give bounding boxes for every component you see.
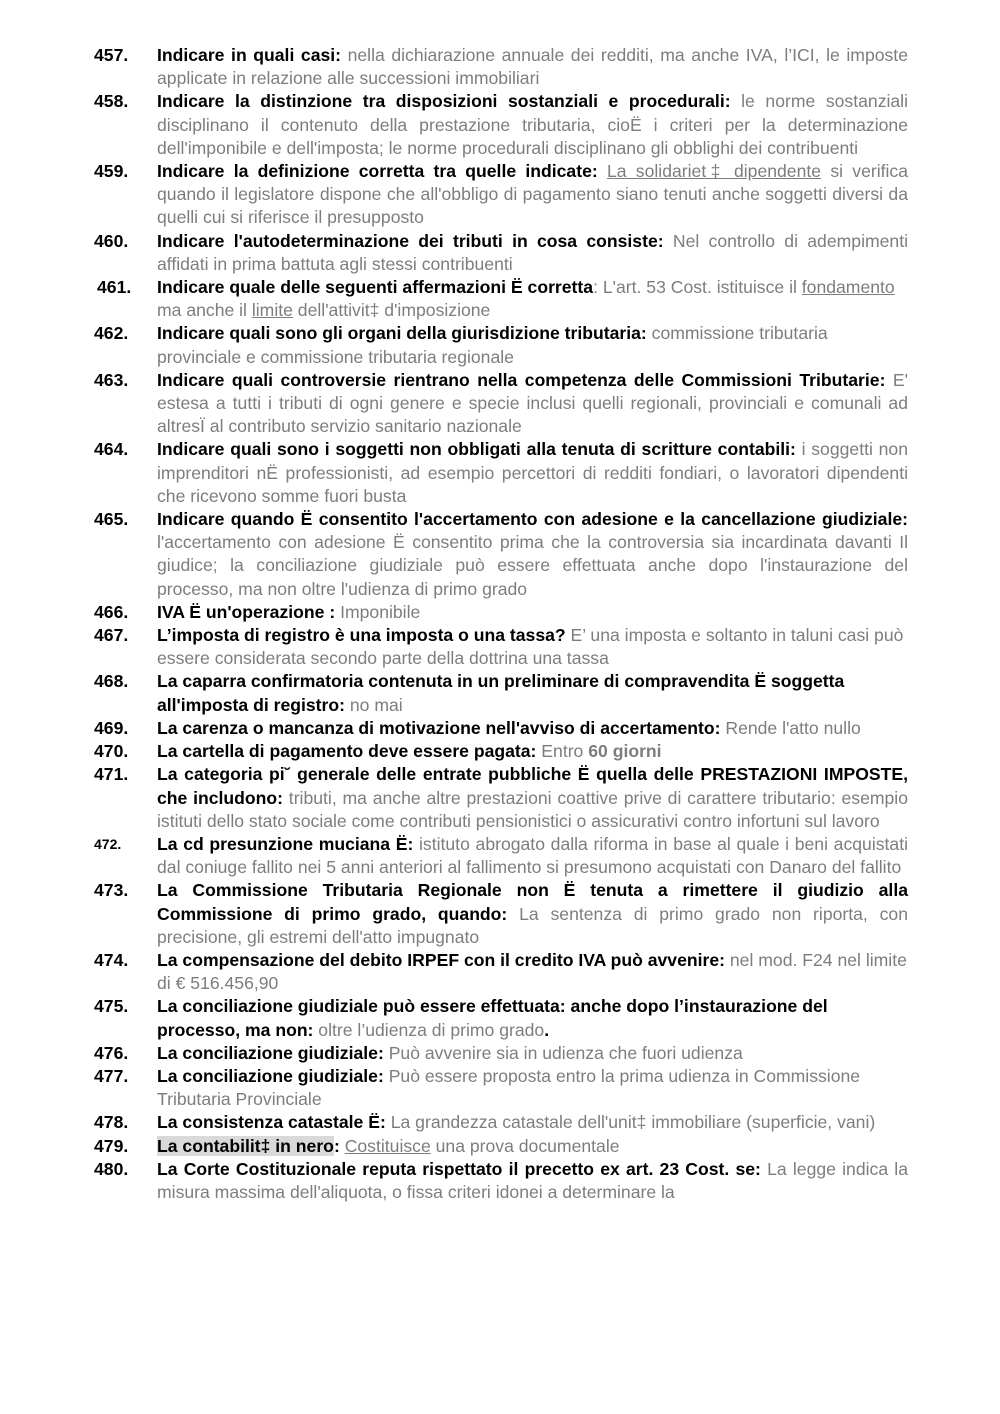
item-answer-cont: una prova documentale bbox=[430, 1135, 620, 1156]
item-question: La Commissione Tributaria Regionale non Ë tenuta a rimettere il giudizio alla Commissione di primo grado, quando: bbox=[157, 880, 908, 924]
item-answer-cont: dell'attivit‡ d'imposizione bbox=[292, 300, 491, 321]
item-question: Indicare quando Ë consentito l'accertamento con adesione e la cancellazione giudiziale: bbox=[157, 509, 908, 530]
item-number: 476. bbox=[94, 1042, 129, 1063]
item-answer: commissione tributaria provinciale e commissione tributaria regionale bbox=[157, 323, 828, 367]
item-question: La carenza o mancanza di motivazione nell'avviso di accertamento: bbox=[157, 717, 721, 738]
item-number: 458. bbox=[94, 91, 129, 112]
item-answer-cont: ma anche il bbox=[157, 300, 252, 321]
list-item bbox=[94, 1042, 908, 1065]
item-answer: Nel controllo di adempimenti affidati in prima battuta agli stessi contribuenti bbox=[157, 230, 908, 274]
item-answer bbox=[598, 161, 607, 181]
item-number: 466. bbox=[94, 601, 129, 622]
list-item bbox=[94, 90, 908, 160]
trailing-period: . bbox=[544, 1019, 550, 1040]
item-number: 468. bbox=[94, 671, 129, 692]
underlined-term: limite bbox=[251, 300, 293, 321]
item-number: 477. bbox=[94, 1065, 129, 1086]
item-answer: E’ una imposta e soltanto in taluni casi può essere considerata secondo parte della dottrina una tassa bbox=[157, 625, 904, 669]
item-answer: no mai bbox=[344, 694, 403, 715]
item-question: Indicare in quali casi: bbox=[157, 45, 342, 65]
item-number: 474. bbox=[94, 949, 129, 970]
item-question: Indicare quali sono i soggetti non obbligati alla tenuta di scritture contabili: bbox=[157, 439, 796, 460]
list-item bbox=[94, 879, 908, 949]
item-answer: oltre l’udienza di primo grado bbox=[313, 1019, 545, 1040]
item-answer: La legge indica la misura massima dell'aliquota, o fissa criteri idonei a determinare la bbox=[157, 1158, 908, 1202]
item-question: Indicare l'autodeterminazione dei tributi in cosa consiste: bbox=[157, 230, 664, 251]
item-question: La consistenza catastale Ë: bbox=[157, 1112, 386, 1133]
item-answer: : L'art. 53 Cost. istituisce il bbox=[593, 277, 802, 298]
question-colon: : bbox=[333, 1135, 340, 1156]
item-number: 480. bbox=[94, 1158, 129, 1179]
item-answer: tributi, ma anche altre prestazioni coattive prive di carattere tributario: esempio istituti dello stato sociale come contributi pensionistici o assicurativi contro infortuni sul lavoro bbox=[157, 787, 908, 831]
item-answer: le norme sostanziali disciplinano il contenuto della prestazione tributaria, cioË i criteri per la determinazione dell'imponibile e dell'imposta; le norme procedurali disciplinano gli obblighi dei contribuenti bbox=[157, 91, 908, 158]
list-item bbox=[94, 508, 908, 601]
item-number: 461. bbox=[97, 277, 132, 298]
list-item bbox=[94, 763, 908, 833]
item-question: La cartella di pagamento deve essere pagata: bbox=[157, 741, 537, 762]
item-number: 472. bbox=[94, 835, 122, 852]
item-number: 473. bbox=[94, 880, 129, 901]
item-question: Indicare quale delle seguenti affermazioni Ë corretta bbox=[157, 277, 594, 298]
item-number: 464. bbox=[94, 439, 129, 460]
list-item bbox=[94, 1111, 908, 1134]
list-item bbox=[94, 995, 908, 1041]
item-answer: istituto abrogato dalla riforma in base al quale i beni acquistati dal coniuge fallito nei 5 anni anteriori al fallimento si presumono acquistati con Danaro del fallito bbox=[157, 833, 908, 878]
item-number: 479. bbox=[94, 1135, 129, 1156]
item-number: 460. bbox=[94, 230, 129, 251]
list-item bbox=[94, 624, 908, 670]
item-question: La Corte Costituzionale reputa rispettato il precetto ex art. 23 Cost. se: bbox=[157, 1158, 761, 1179]
item-answer-cont: si verifica quando il legislatore dispone che all'obbligo di pagamento siano tenuti anche soggetti diversi da quelli cui si riferisce il presupposto bbox=[157, 161, 908, 228]
item-question: IVA Ë un'operazione : bbox=[157, 601, 336, 622]
item-number: 467. bbox=[94, 625, 129, 646]
item-number: 457. bbox=[94, 45, 129, 65]
item-answer: nella dichiarazione annuale dei redditi, ma anche IVA, l’ICI, le imposte applicate in relazione alle successioni immobiliari bbox=[157, 45, 908, 89]
list-item bbox=[94, 322, 908, 368]
item-answer: Entro bbox=[536, 741, 589, 762]
item-question: La cd presunzione muciana Ë: bbox=[157, 833, 414, 854]
list-item bbox=[94, 276, 908, 322]
item-answer: E' estesa a tutti i tributi di ogni genere e specie inclusi quelli regionali, provinciali e comunali ad altresÏ al contributo servizio sanitario nazionale bbox=[157, 369, 908, 437]
item-number: 463. bbox=[94, 369, 129, 390]
highlighted-question: La contabilit‡ in nero bbox=[157, 1135, 334, 1156]
item-question: Indicare quali controversie rientrano nella competenza delle Commissioni Tributarie: bbox=[157, 369, 886, 390]
item-answer: La grandezza catastale dell'unit‡ immobiliare (superficie, vani) bbox=[385, 1112, 876, 1133]
item-answer: Imponibile bbox=[335, 601, 421, 622]
item-question: La conciliazione giudiziale: bbox=[157, 1065, 384, 1086]
emphasized-value: 60 giorni bbox=[588, 741, 662, 762]
item-number: 462. bbox=[94, 323, 129, 344]
list-item bbox=[94, 670, 908, 716]
item-question: Indicare la distinzione tra disposizioni sostanziali e procedurali: bbox=[157, 91, 731, 112]
item-question: La compensazione del debito IRPEF con il credito IVA può avvenire: bbox=[157, 949, 725, 970]
item-answer: La sentenza di primo grado non riporta, con precisione, gli estremi dell'atto impugnato bbox=[157, 903, 908, 947]
item-question: Indicare quali sono gli organi della giurisdizione tributaria: bbox=[157, 323, 647, 344]
item-number: 459. bbox=[94, 161, 129, 182]
item-question: L’imposta di registro è una imposta o una tassa? bbox=[157, 625, 566, 646]
list-item bbox=[94, 369, 908, 439]
item-question: La caparra confirmatoria contenuta in un preliminare di compravendita Ë soggetta all'imposta di registro: bbox=[157, 671, 845, 715]
list-item bbox=[94, 717, 908, 740]
list-item bbox=[94, 230, 908, 276]
numbered-list bbox=[94, 44, 908, 1204]
underlined-term: fondamento bbox=[801, 277, 895, 298]
list-item bbox=[94, 1065, 908, 1111]
item-question: Indicare la definizione corretta tra quelle indicate: bbox=[157, 161, 598, 182]
list-item bbox=[94, 438, 908, 508]
item-number: 470. bbox=[94, 741, 129, 762]
list-item bbox=[94, 1135, 908, 1158]
item-question: La conciliazione giudiziale può essere effettuata: anche dopo l’instaurazione del processo, ma non: bbox=[157, 996, 828, 1040]
item-number: 471. bbox=[94, 764, 129, 785]
list-item bbox=[94, 160, 908, 230]
item-answer: Può essere proposta entro la prima udienza in Commissione Tributaria Provinciale bbox=[157, 1065, 861, 1110]
list-item bbox=[94, 949, 908, 995]
item-question: La categoria pi˘ generale delle entrate pubbliche Ë quella delle PRESTAZIONI IMPOSTE, che includono: bbox=[157, 764, 908, 808]
item-question: La conciliazione giudiziale: bbox=[157, 1042, 384, 1063]
item-number: 478. bbox=[94, 1112, 129, 1133]
list-item bbox=[94, 833, 908, 879]
item-answer: i soggetti non imprenditori nË professionisti, ad esempio percettori di redditi fondiari, o lavoratori dipendenti che ricevono somme fuori busta bbox=[157, 439, 908, 506]
item-number: 469. bbox=[94, 717, 129, 738]
item-answer: Rende l'atto nullo bbox=[720, 717, 861, 738]
item-answer: l'accertamento con adesione Ë consentito prima che la controversia sia incardinata davanti Il giudice; la conciliazione giudiziale può essere effettuata anche dopo l'instaurazione del processo, ma non oltre l'udienza di primo grado bbox=[157, 532, 908, 599]
underlined-term: Costituisce bbox=[344, 1135, 431, 1156]
list-item bbox=[94, 601, 908, 624]
list-item bbox=[94, 1158, 908, 1204]
item-number: 475. bbox=[94, 996, 129, 1017]
list-item bbox=[94, 740, 908, 763]
item-answer: Può avvenire sia in udienza che fuori udienza bbox=[383, 1042, 743, 1063]
list-item bbox=[94, 44, 908, 90]
item-number: 465. bbox=[94, 509, 129, 530]
underlined-term: La solidariet‡ dipendente bbox=[606, 161, 822, 182]
item-answer: nel mod. F24 nel limite di € 516.456,90 bbox=[157, 949, 907, 994]
